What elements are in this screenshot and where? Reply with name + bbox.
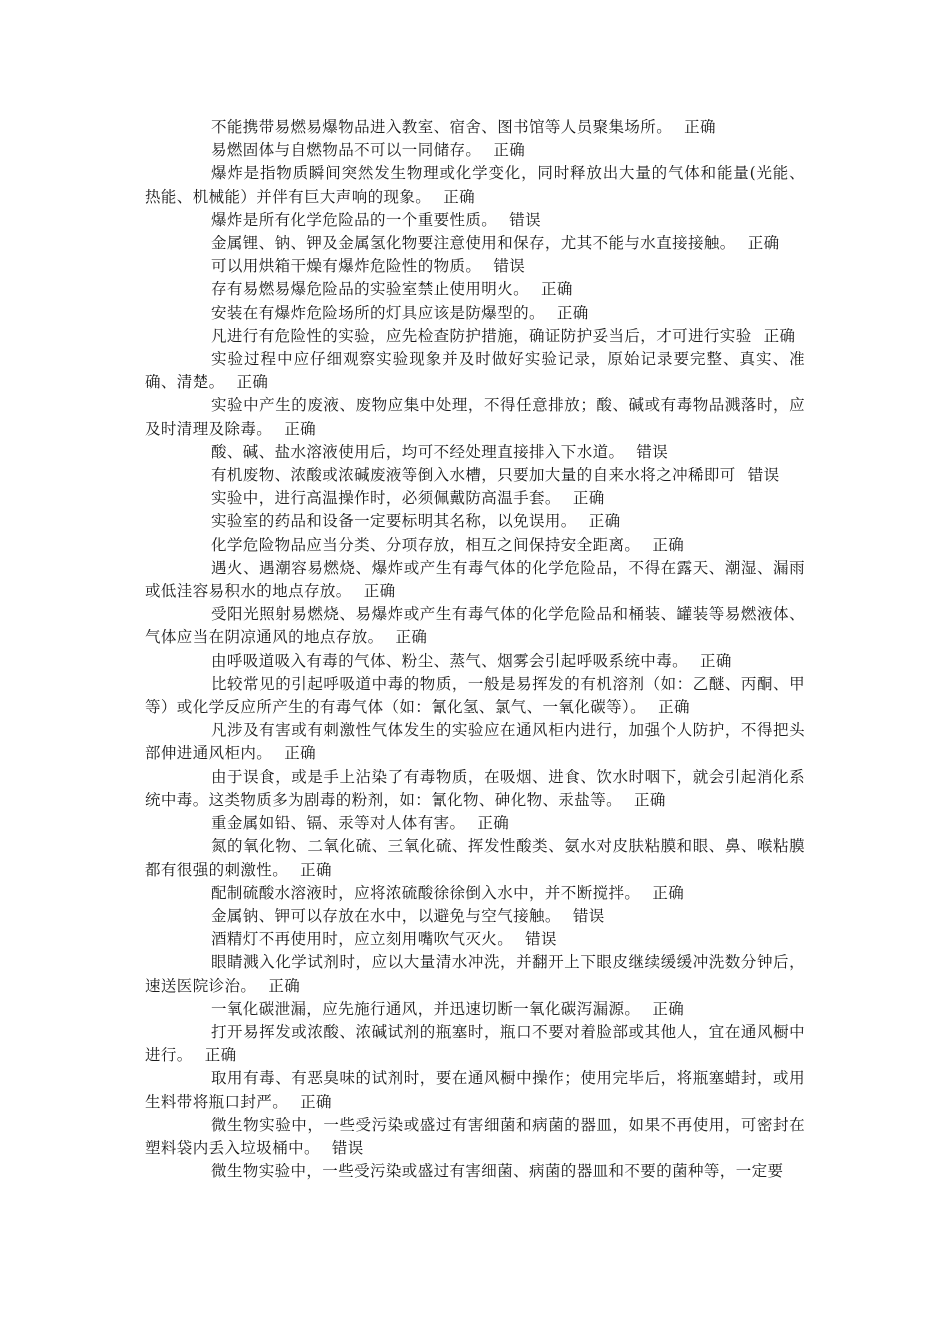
answer-label: 错误 (525, 930, 557, 949)
question-item (145, 348, 805, 394)
question-text: 由于误食，或是手上沾染了有毒物质，在吸烟、进食、饮水时咽下，就会引起消化系统中毒。这类物质多为剧毒的粉剂，如：氰化物、砷化物、汞盐等。 (145, 767, 805, 809)
question-text: 酸、碱、盐水溶液使用后，均可不经处理直接排入下水道。 (211, 442, 625, 461)
question-item (145, 464, 805, 487)
question-item (145, 162, 805, 208)
answer-label: 正确 (652, 883, 685, 902)
question-item (145, 510, 805, 533)
question-text: 安装在有爆炸危险场所的灯具应该是防爆型的。 (211, 303, 545, 322)
answer-label: 正确 (700, 651, 732, 670)
question-text: 存有易燃易爆危险品的实验室禁止使用明火。 (211, 280, 530, 299)
question-item (145, 603, 805, 649)
question-item (145, 325, 805, 348)
answer-label: 正确 (395, 628, 428, 647)
question-item (145, 1160, 805, 1183)
question-item (145, 766, 805, 812)
answer-label: 正确 (763, 326, 796, 345)
answer-label: 错误 (747, 466, 780, 485)
question-text: 实验室的药品和设备一定要标明其名称，以免误用。 (211, 512, 577, 531)
question-item (145, 278, 805, 301)
question-item (145, 882, 805, 905)
question-text: 比较常见的引起呼吸道中毒的物质，一般是易挥发的有机溶剂（如：乙醚、丙酮、甲等）或化学反应所产生的有毒气体（如：氰化氢、氯气、一氧化碳等）。 (145, 674, 805, 717)
answer-label: 正确 (658, 698, 690, 717)
question-item (145, 441, 805, 464)
question-item (145, 719, 805, 765)
question-item (145, 928, 805, 951)
question-item (145, 650, 805, 673)
question-text: 实验过程中应仔细观察实验现象并及时做好实验记录，原始记录要完整、真实、准确、清楚。 (145, 350, 805, 392)
question-text: 凡涉及有害或有刺激性气体发生的实验应在通风柜内进行，加强个人防护，不得把头部伸进通风柜内。 (145, 721, 805, 763)
answer-label: 正确 (204, 1046, 237, 1065)
answer-label: 正确 (300, 860, 332, 879)
answer-label: 错误 (509, 210, 542, 229)
question-text: 化学危险物品应当分类、分项存放，相互之间保持安全距离。 (211, 535, 641, 554)
question-text: 微生物实验中，一些受污染或盛过有害细菌和病菌的器皿，如果不再使用，可密封在塑料袋内丢入垃圾桶中。 (145, 1115, 805, 1157)
question-item (145, 998, 805, 1021)
answer-label: 正确 (652, 999, 685, 1018)
question-item (145, 209, 805, 232)
question-item (145, 302, 805, 325)
question-text: 遇火、遇潮容易燃烧、爆炸或产生有毒气体的化学危险品，不得在露天、潮湿、漏雨或低洼容易积水的地点存放。 (145, 558, 805, 601)
question-text: 取用有毒、有恶臭味的试剂时，要在通风橱中操作；使用完毕后，将瓶塞蜡封，或用生料带将瓶口封严。 (145, 1069, 805, 1111)
answer-label: 正确 (556, 303, 589, 322)
question-text: 微生物实验中，一些受污染或盛过有害细菌、病菌的器皿和不要的菌种等，一定要 (211, 1162, 784, 1181)
question-item (145, 951, 805, 997)
question-text: 打开易挥发或浓酸、浓碱试剂的瓶塞时，瓶口不要对着脸部或其他人，宜在通风橱中进行。 (145, 1022, 805, 1065)
question-text: 酒精灯不再使用时，应立刻用嘴吹气灭火。 (211, 930, 514, 949)
question-text: 眼睛溅入化学试剂时，应以大量清水冲洗，并翻开上下眼皮继续缓缓冲洗数分钟后，速送医院诊治。 (145, 953, 805, 995)
question-text: 金属锂、钠、钾及金属氢化物要注意使用和保存，尤其不能与水直接接触。 (211, 234, 736, 253)
question-text: 一氧化碳泄漏，应先施行通风，并迅速切断一氧化碳泻漏源。 (211, 999, 641, 1018)
question-item (145, 835, 805, 881)
question-item (145, 557, 805, 603)
question-item (145, 1114, 805, 1160)
answer-label: 正确 (300, 1092, 332, 1111)
answer-label: 正确 (684, 118, 716, 136)
question-text: 重金属如铅、镉、汞等对人体有害。 (211, 814, 466, 833)
question-item (145, 255, 805, 278)
answer-label: 正确 (652, 535, 685, 554)
question-text: 实验中产生的废液、废物应集中处理，不得任意排放；酸、碱或有毒物品溅落时，应及时清理及除毒。 (145, 396, 805, 438)
answer-label: 正确 (363, 582, 396, 601)
question-item (145, 673, 805, 719)
question-text: 爆炸是指物质瞬间突然发生物理或化学变化，同时释放出大量的气体和能量(光能、热能、机械能）并伴有巨大声响的现象。 (145, 164, 805, 206)
question-text: 配制硫酸水溶液时，应将浓硫酸徐徐倒入水中，并不断搅拌。 (211, 883, 641, 902)
question-item (145, 812, 805, 835)
answer-label: 正确 (443, 187, 476, 206)
question-item (145, 1021, 805, 1067)
question-item (145, 232, 805, 255)
question-text: 可以用烘箱干燥有爆炸危险性的物质。 (211, 257, 482, 276)
answer-label: 正确 (634, 790, 666, 809)
answer-label: 错误 (331, 1138, 364, 1157)
answer-label: 正确 (284, 744, 317, 763)
question-item (145, 1067, 805, 1113)
answer-label: 错误 (636, 442, 669, 461)
answer-label: 正确 (493, 141, 526, 160)
question-text: 有机废物、浓酸或浓碱废液等倒入水槽，只要加大量的自来水将之冲稀即可 (211, 466, 736, 485)
answer-label: 正确 (236, 373, 269, 392)
answer-label: 正确 (541, 280, 573, 299)
answer-label: 错误 (493, 257, 526, 276)
question-item (145, 116, 805, 139)
question-text: 爆炸是所有化学危险品的一个重要性质。 (211, 210, 498, 229)
question-text: 氮的氧化物、二氧化硫、三氧化硫、挥发性酸类、氨水对皮肤粘膜和眼、鼻、喉粘膜都有很强的刺激性。 (145, 837, 805, 879)
question-item (145, 487, 805, 510)
answer-label: 错误 (572, 906, 605, 925)
question-text: 不能携带易燃易爆物品进入教室、宿舍、图书馆等人员聚集场所。 (211, 118, 673, 136)
answer-label: 正确 (747, 234, 780, 253)
answer-label: 正确 (477, 814, 510, 833)
answer-label: 正确 (588, 512, 621, 531)
answer-label: 正确 (268, 976, 301, 995)
question-text: 受阳光照射易燃烧、易爆炸或产生有毒气体的化学危险品和桶装、罐装等易燃液体、气体应当在阴凉通风的地点存放。 (145, 605, 805, 647)
question-item (145, 139, 805, 162)
question-text: 实验中，进行高温操作时，必须佩戴防高温手套。 (211, 489, 561, 508)
question-item (145, 905, 805, 928)
question-item (145, 394, 805, 440)
answer-label: 正确 (572, 489, 605, 508)
question-text: 易燃固体与自燃物品不可以一同储存。 (211, 141, 482, 160)
question-text: 凡进行有危险性的实验，应先检查防护措施，确证防护妥当后，才可进行实验 (211, 326, 752, 345)
question-item (145, 534, 805, 557)
question-text: 由呼吸道吸入有毒的气体、粉尘、蒸气、烟雾会引起呼吸系统中毒。 (211, 651, 689, 670)
answer-label: 正确 (284, 419, 317, 438)
question-text: 金属钠、钾可以存放在水中，以避免与空气接触。 (211, 906, 561, 925)
document-body (145, 116, 805, 1183)
